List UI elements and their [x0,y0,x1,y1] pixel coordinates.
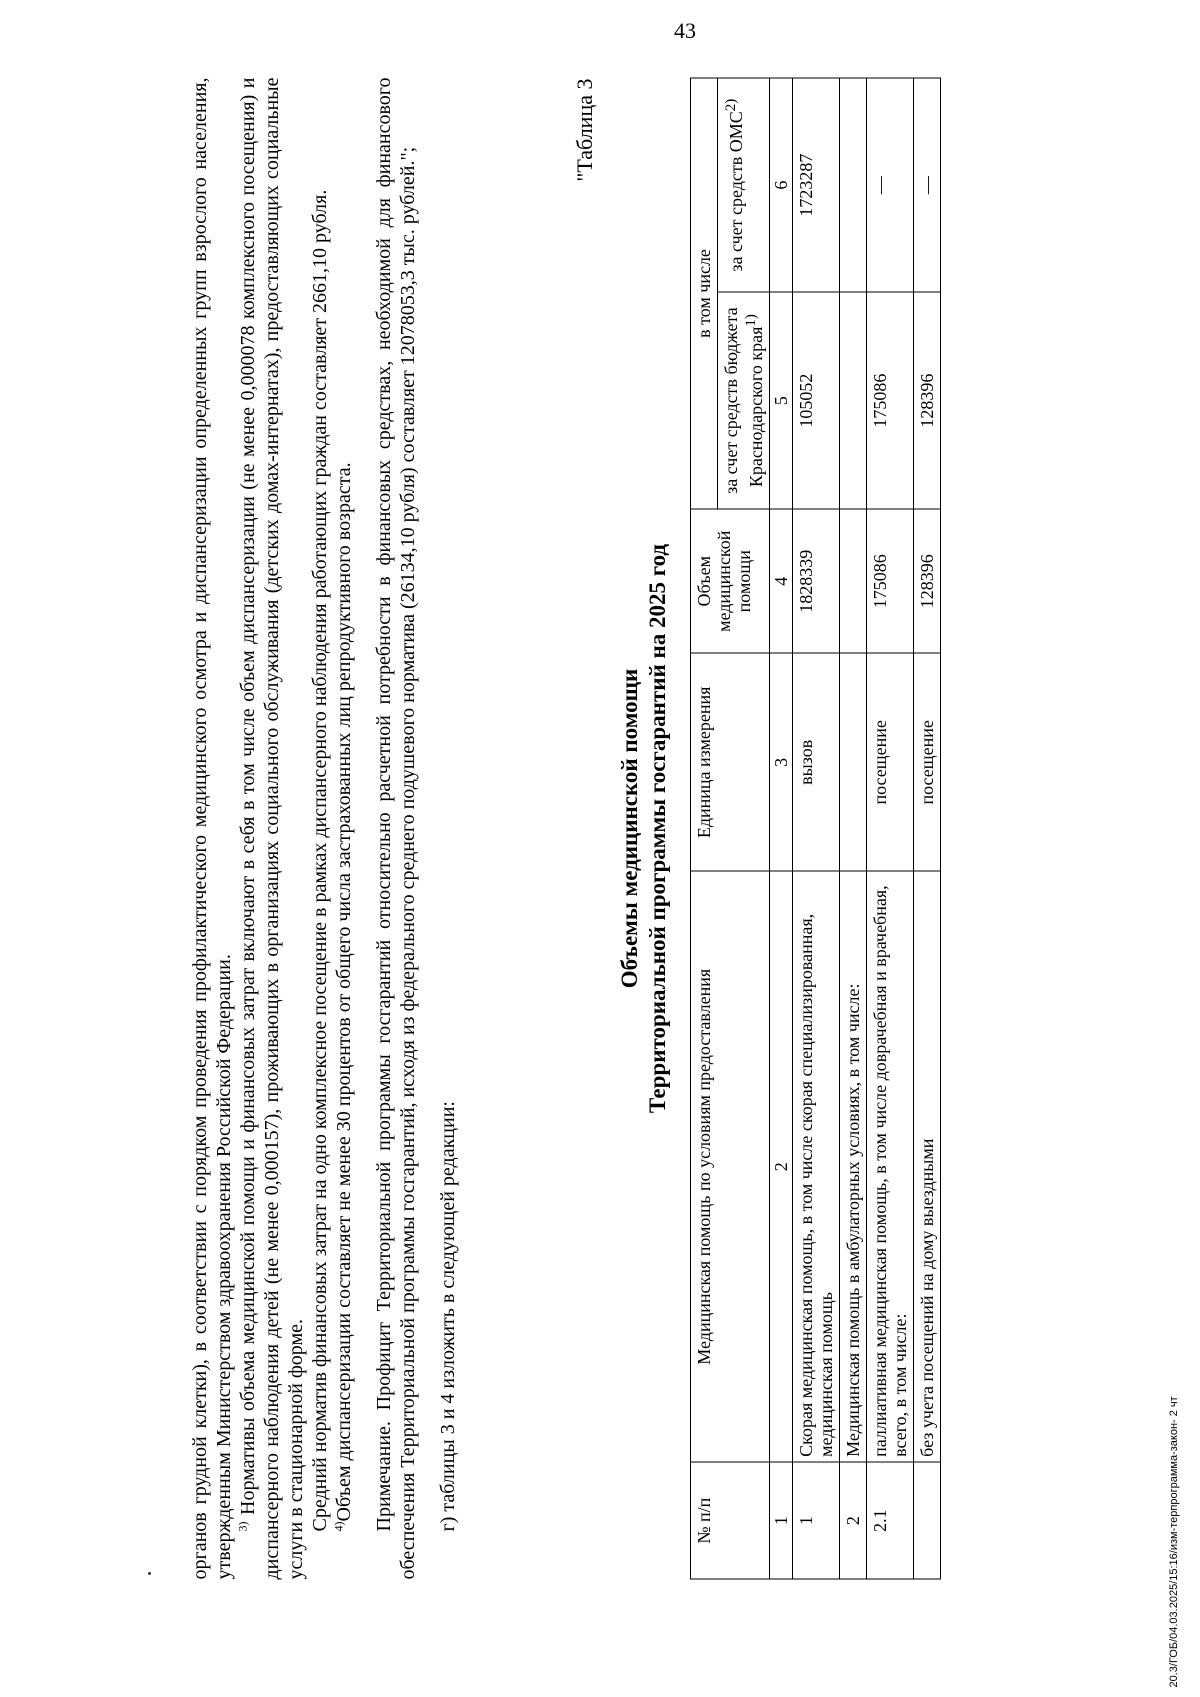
document-code: 20.3/ГОБ/04.03.2025/15:16/изм-терпрограмма-закон- 2 чт [1168,1395,1180,1687]
table-row [914,78,941,1579]
paragraph-avg-norm: Средний норматив финансовых затрат на одно комплексное посещение в рамках диспансерного наблюдения работающих граждан составляет 2661,10 рубля. [309,189,331,1531]
footnote-4-text: Объем диспансеризации составляет не менее 30 процентов от общего числа застрахованных лиц репродуктивного возраста. [333,461,355,1521]
row-unit: посещение [914,653,941,871]
header-including: в том числе [691,78,718,509]
row-number: 2.1 [867,1462,914,1579]
row-budget [840,292,867,509]
row-budget: 175086 [867,292,914,509]
row-oms: 1723287 [793,78,840,292]
row-volume: 128396 [914,508,941,653]
row-unit: посещение [867,653,914,871]
paragraph-continuation: органов грудной клетки), в соответствии с порядком проведения профилактического медицинского осмотра и диспансеризации определенных групп взрослого населения, утвержденным Министерством здравоохранения Российской Федерации. [189,77,235,1579]
footnote-3-marker: 3) [235,1521,250,1531]
header-oms [718,78,770,292]
column-index: 2 [770,871,793,1462]
row-unit: вызов [793,653,840,871]
footnote-3-text: Нормативы объема медицинской помощи и финансовых затрат включают в себя в том числе объем диспансеризации (не менее 0,000078 комплексного посещения) и диспансерного наблюдения детей (не менее 0,000157), проживающих в организациях социального обслуживания (детских домах-интернатах), предоставляющих социальные услуги в стационарной форме. [237,77,307,1579]
table-row [867,78,914,1579]
column-index-row [770,78,793,1579]
volumes-table [690,77,941,1579]
row-number: 2 [840,1462,867,1579]
header-care-type: Медицинская помощь по условиям предоставления [691,871,770,1462]
header-budget-sup: 1) [743,313,759,327]
table-title [616,77,672,1579]
row-unit [840,653,867,871]
row-oms: — [867,78,914,292]
row-volume: 175086 [867,508,914,653]
column-index: 5 [770,292,793,509]
header-volume: Объем медицинской помощи [691,508,770,653]
note-paragraph: Примечание. Профицит Территориальной программы госгарантий относительно расчетной потребности в финансовых средствах, необходимой для финансового обеспечения Территориальной программы госгарантий, исходя из федерального среднего подушевого норматива (26134,10 рубля) составляет 12078053,3 тыс. рублей."; [373,77,419,1579]
column-index: 4 [770,508,793,653]
table-title-line-2: Территориальной программы госгарантий на 2025 год [645,543,670,1113]
column-index: 6 [770,78,793,292]
row-budget: 128396 [914,292,941,509]
row-care-type: без учета посещений на дому выездными [914,871,941,1462]
header-unit: Единица измерения [691,653,770,871]
row-number: 1 [793,1462,840,1579]
footnote-4 [332,77,356,1579]
page-number: 43 [674,18,696,43]
row-care-type: Скорая медицинская помощь, в том числе скорая специализированная, медицинская помощь [793,871,840,1462]
table-label: "Таблица 3 [572,78,597,182]
header-number: № п/п [691,1462,770,1579]
header-budget-text: за счет средств бюджета Краснодарского края [721,306,766,494]
column-index: 3 [770,653,793,871]
footnote-3 [236,77,308,1579]
row-care-type: Медицинская помощь в амбулаторных условиях, в том числе: [840,871,867,1462]
row-number [914,1462,941,1579]
body-text [188,77,460,1579]
table-title-line-1: Объемы медицинской помощи [617,668,642,988]
row-oms [840,78,867,292]
header-oms-text: за счет средств ОМС [726,110,746,272]
header-oms-sup: 2) [723,98,739,111]
item-g-paragraph: г) таблицы 3 и 4 изложить в следующей редакции: [437,1100,459,1531]
column-index: 1 [770,1462,793,1579]
header-budget [718,292,770,509]
row-budget: 105052 [793,292,840,509]
table-header-row [691,78,718,1579]
footnote-4-marker: 4) [331,1521,346,1531]
row-oms: — [914,78,941,292]
table-row [793,78,840,1579]
table-row [840,78,867,1579]
row-care-type: паллиативная медицинская помощь, в том числе доврачебная и врачебная, всего, в том числе: [867,871,914,1462]
row-volume: 1828339 [793,508,840,653]
row-volume [840,508,867,653]
